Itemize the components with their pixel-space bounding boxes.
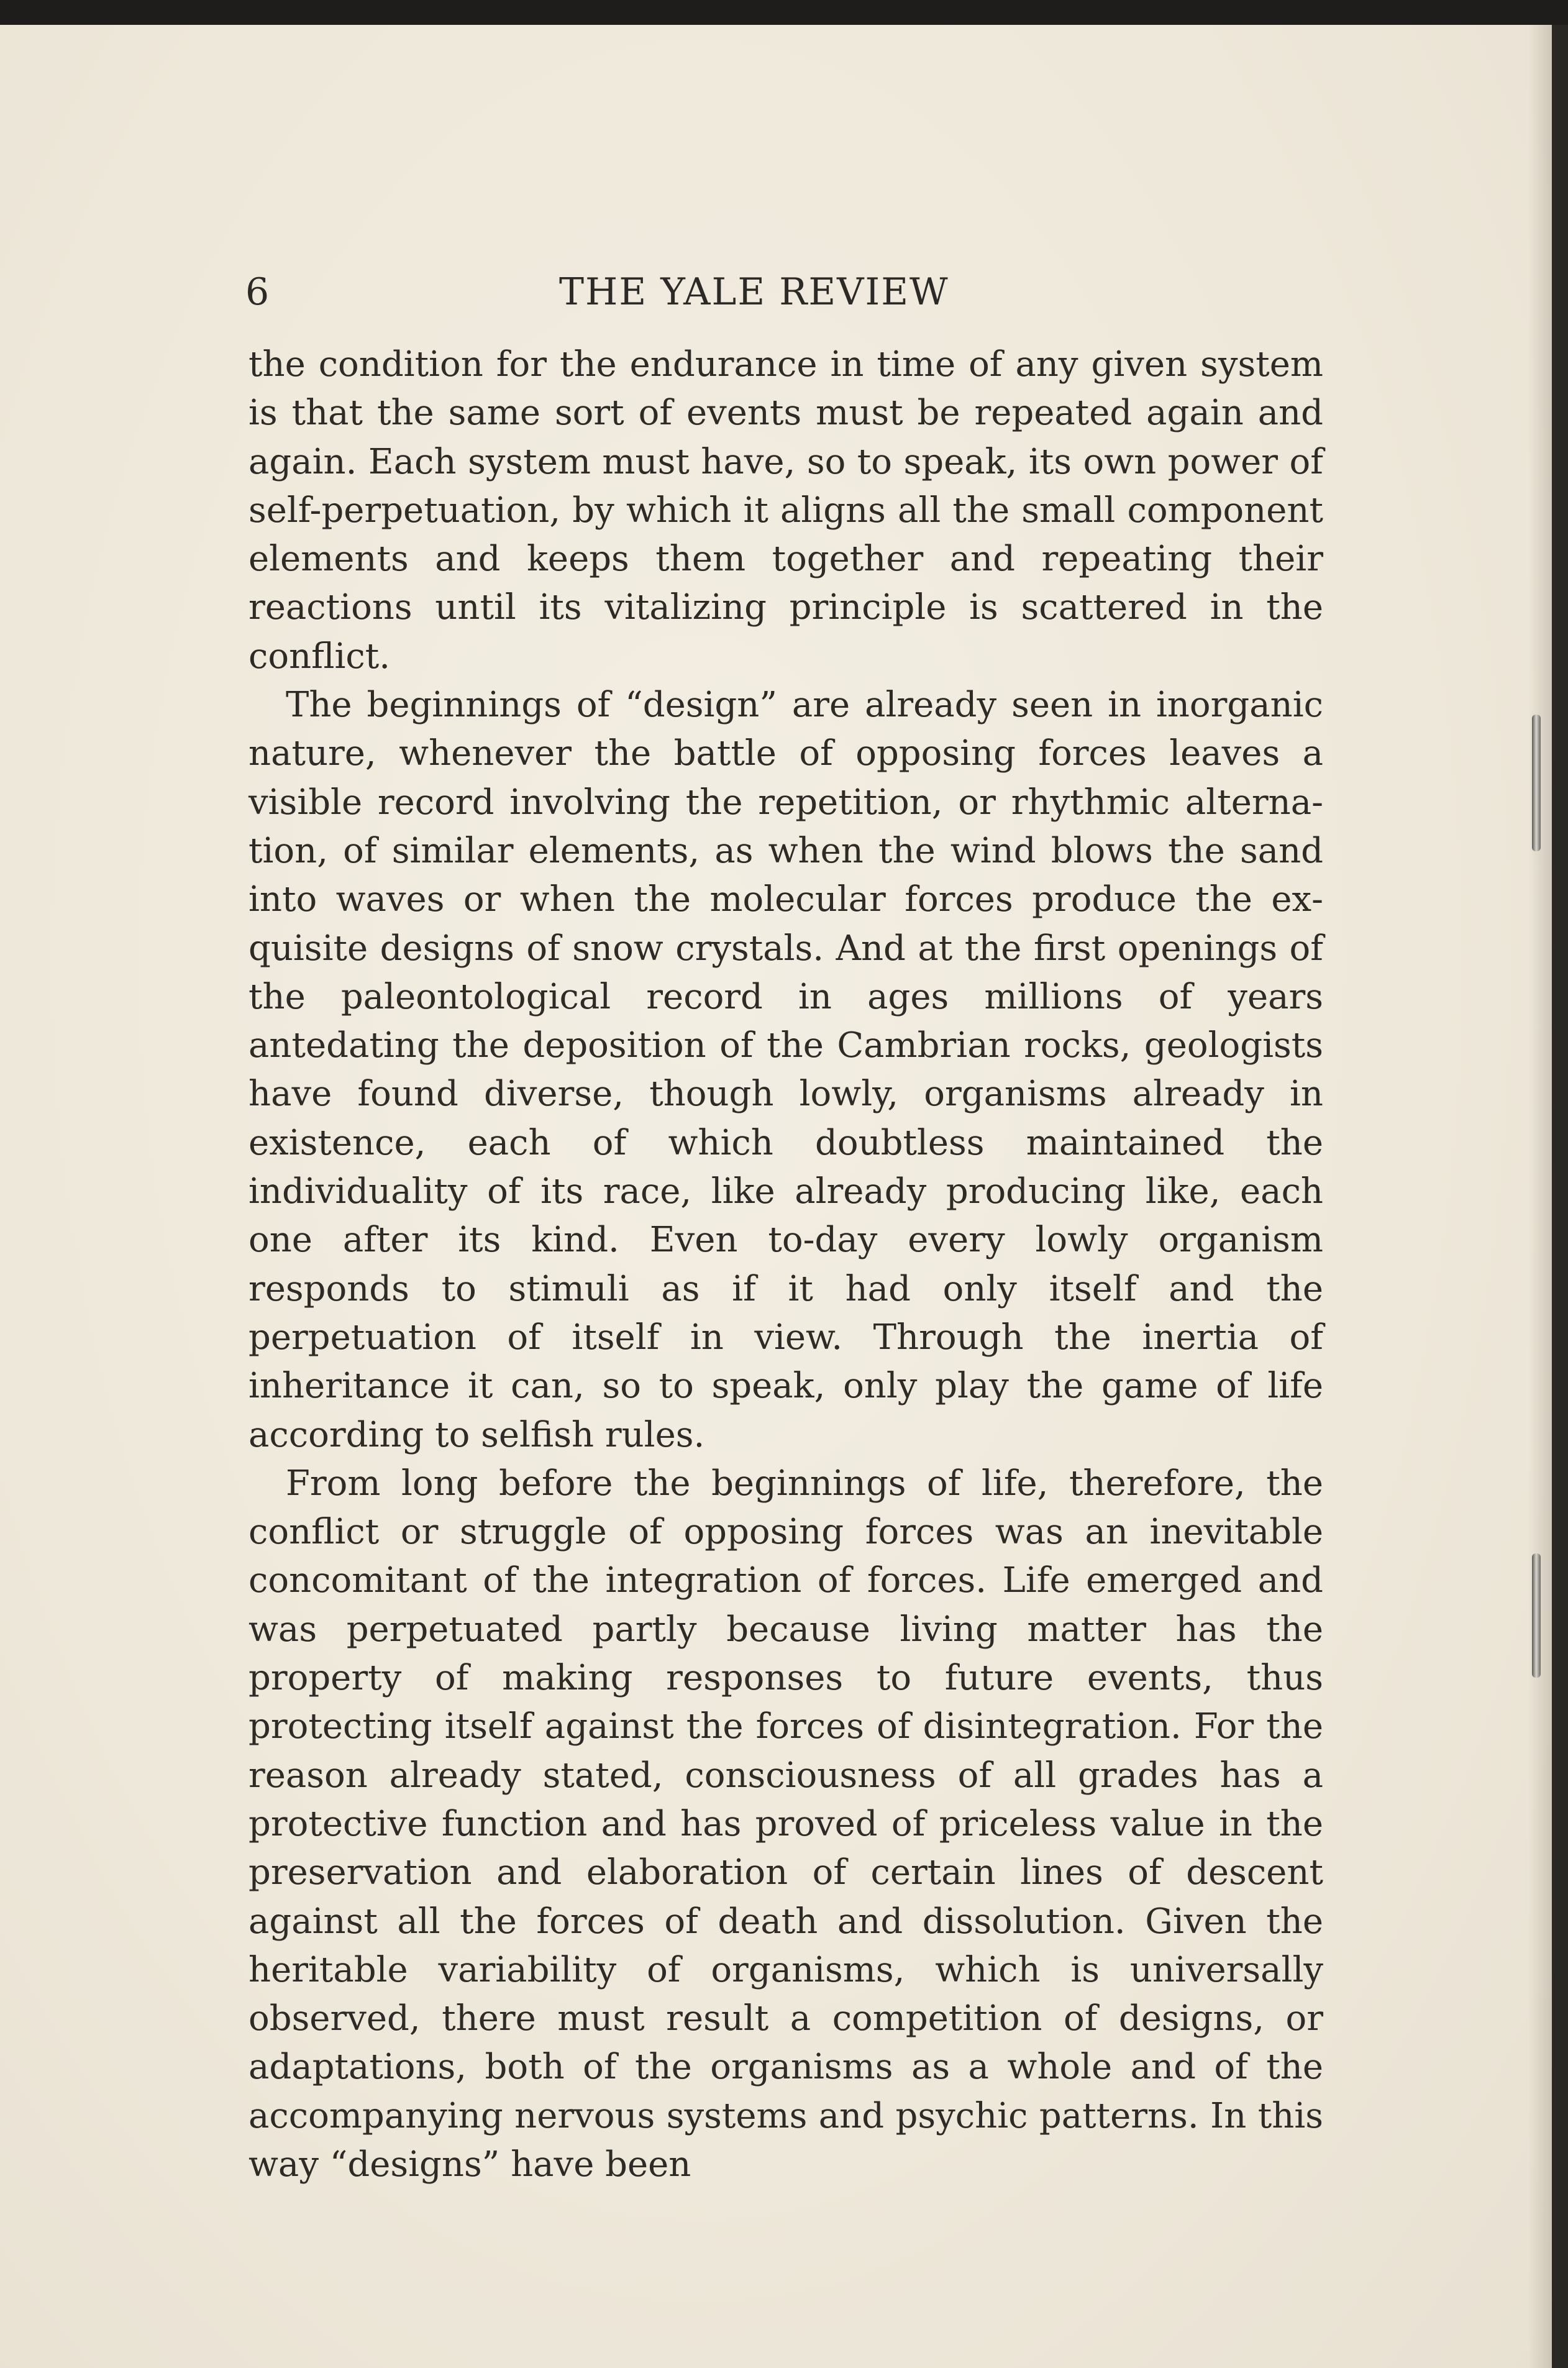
body-text (248, 341, 1323, 2189)
binding-edge (1552, 25, 1568, 2368)
paragraph-2: The beginnings of “design” are already seen in inorganic nature, whenever the battle of opposing forces leaves a visible record involving the repetition, or rhythmic alternation, of similar elements, as when the wind blows the sand into waves or when the molecular forces produce the exquisite designs of snow crystals. And at the first openings of the paleontological record in ages millions of years antedating the deposition of the Cambrian rocks, geologists have found diverse, though lowly, organisms already in existence, each of which doubtless maintained the individuality of its race, like already producing like, each one after its kind. Even to-day every lowly organism responds to stimuli as if it had only itself and the perpetuation of itself in view. Through the inertia of inheritance it can, so to speak, only play the game of life according to selfish rules. (248, 685, 1323, 1455)
paragraph-3: From long before the beginnings of life, therefore, the conflict or struggle of opposing forces was an inevitable concomitant of the integration of forces. Life emerged and was perpetuated partly because living matter has the property of making responses to future events, thus protecting itself against the forces of disintegration. For the reason already stated, consciousness of all grades has a protective function and has proved of priceless value in the preservation and elaboration of certain lines of descent against all the forces of death and dissolution. Given the heritable variability of organisms, which is universally observed, there must result a competition of designs, or adaptations, both of the organisms as a whole and of the accompanying nervous systems and psychic patterns. In this way “designs” have been (248, 1463, 1323, 2185)
page-gutter-shadow (1528, 25, 1552, 2368)
running-head (245, 264, 1333, 320)
paragraph-1: the condition for the endurance in time of any given system is that the same sort of events must be repeated again and again. Each system must have, so to speak, its own power of self-perpetuation, by which it aligns all the small component elements and keeps them together and repeating their reactions until its vitalizing principle is scattered in the conflict. (248, 344, 1323, 677)
staple-lower (1532, 1553, 1541, 1678)
journal-title: THE YALE REVIEW (559, 270, 949, 314)
staple-upper (1532, 715, 1541, 851)
page-number: 6 (245, 270, 270, 314)
